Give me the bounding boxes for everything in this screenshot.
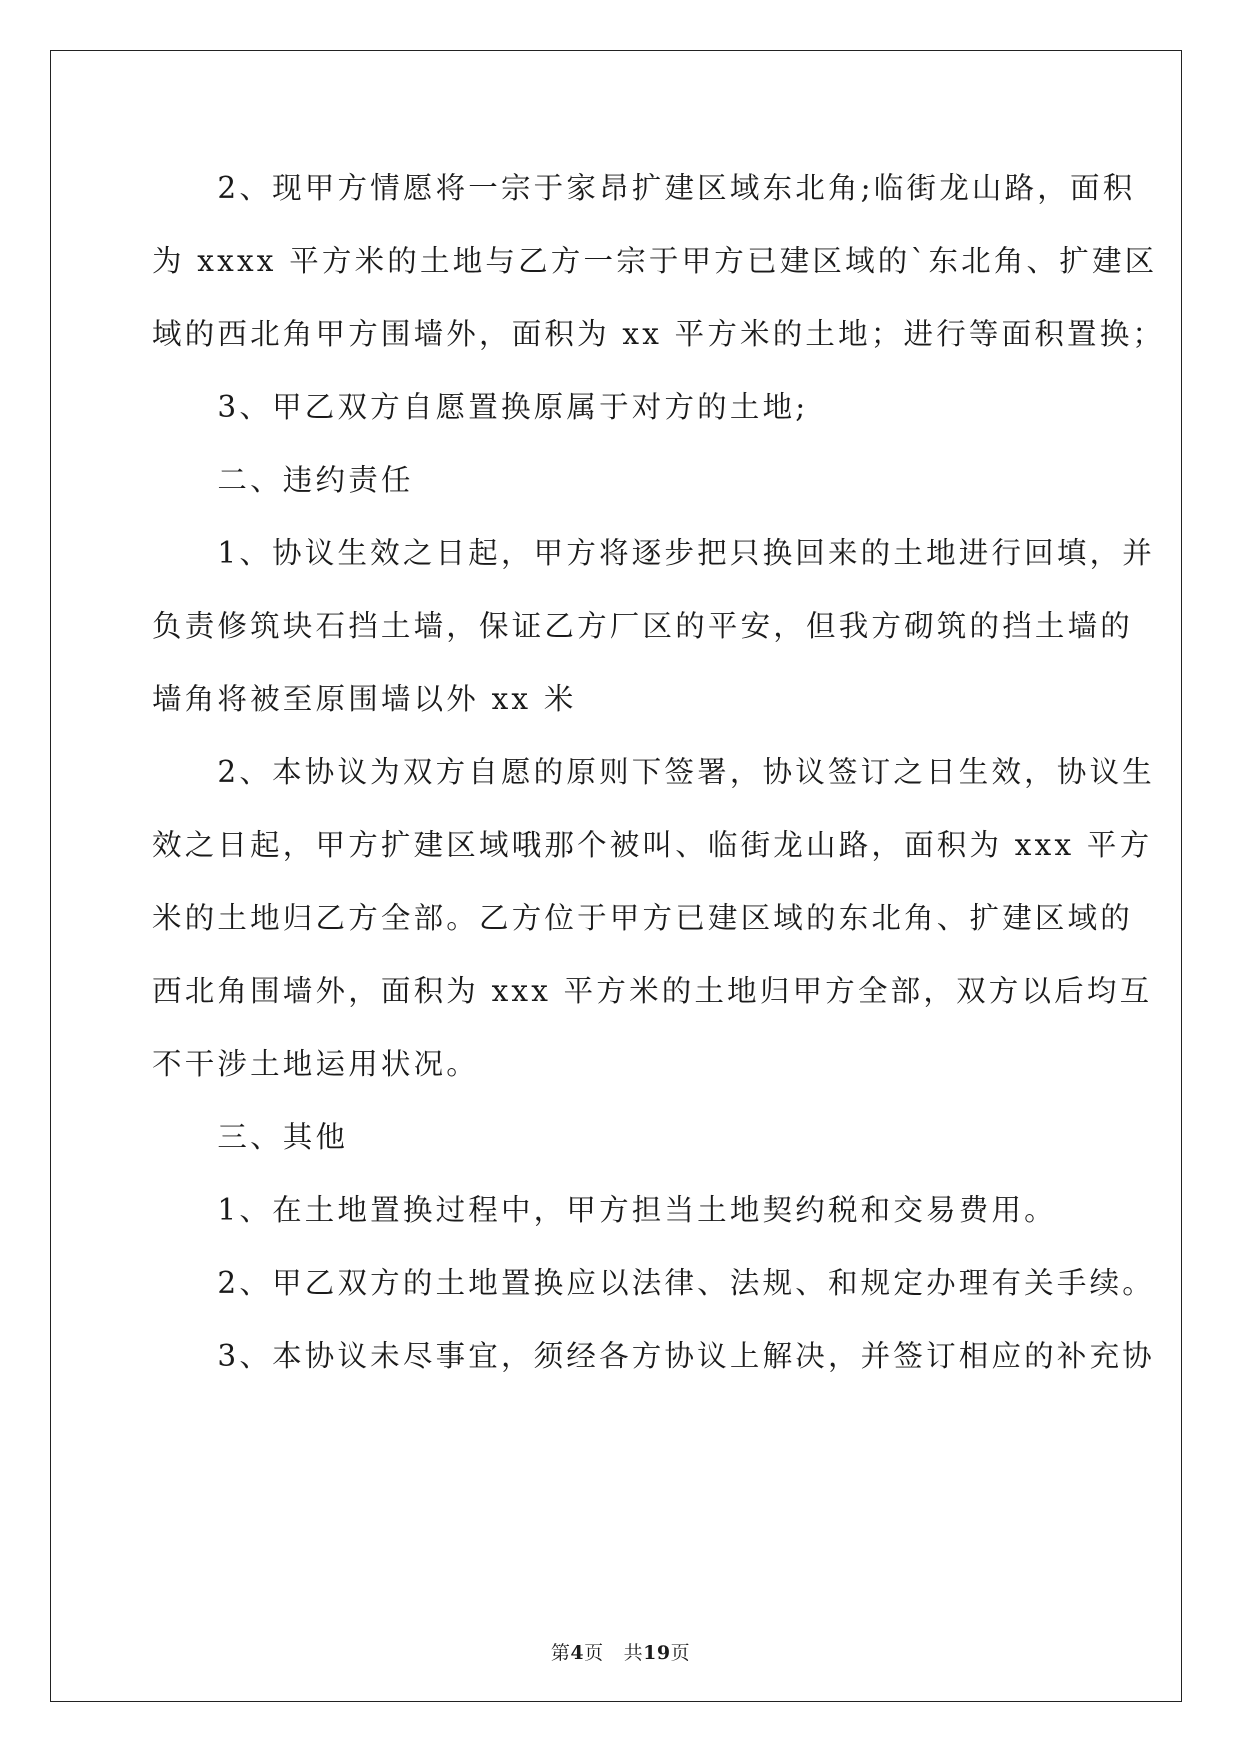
- page-border: [50, 50, 1182, 1702]
- text-line: 负责修筑块石挡土墙，保证乙方厂区的平安，但我方砌筑的挡土墙的: [152, 609, 1134, 643]
- text-line: 3、本协议未尽事宜，须经各方协议上解决，并签订相应的补充协: [152, 1339, 1155, 1373]
- total-pages: 19: [643, 1642, 671, 1664]
- text-line: 效之日起，甲方扩建区域哦那个被叫、临街龙山路，面积为 xxx 平方: [152, 828, 1153, 862]
- section-heading: 三、其他: [152, 1120, 349, 1154]
- text-line: 不干涉土地运用状况。: [152, 1047, 480, 1081]
- text-line: 为 xxxx 平方米的土地与乙方一宗于甲方已建区域的`东北角、扩建区: [152, 244, 1158, 278]
- page-number: 4: [570, 1642, 585, 1664]
- text-line: 3、甲乙双方自愿置换原属于对方的土地;: [152, 390, 809, 424]
- text-line: 2、甲乙双方的土地置换应以法律、法规、和规定办理有关手续。: [152, 1266, 1155, 1300]
- section-heading: 二、违约责任: [152, 463, 414, 497]
- total-prefix: 共: [623, 1642, 644, 1664]
- text-line: 域的西北角甲方围墙外，面积为 xx 平方米的土地；进行等面积置换；: [152, 317, 1166, 351]
- text-line: 2、本协议为双方自愿的原则下签署，协议签订之日生效，协议生: [152, 755, 1155, 789]
- text-line: 西北角围墙外，面积为 xxx 平方米的土地归甲方全部，双方以后均互: [152, 974, 1153, 1008]
- page-footer: [0, 1638, 1241, 1665]
- page-prefix: 第: [550, 1642, 571, 1664]
- page-suffix: 页: [584, 1642, 604, 1664]
- text-line: 2、现甲方情愿将一宗于家昂扩建区域东北角;临街龙山路，面积: [152, 171, 1136, 205]
- text-line: 米的土地归乙方全部。乙方位于甲方已建区域的东北角、扩建区域的: [152, 901, 1134, 935]
- text-line: 1、协议生效之日起，甲方将逐步把只换回来的土地进行回填，并: [152, 536, 1155, 570]
- text-line: 1、在土地置换过程中，甲方担当土地契约税和交易费用。: [152, 1193, 1057, 1227]
- total-suffix: 页: [670, 1642, 691, 1664]
- text-line: 墙角将被至原围墙以外 xx 米: [152, 682, 577, 716]
